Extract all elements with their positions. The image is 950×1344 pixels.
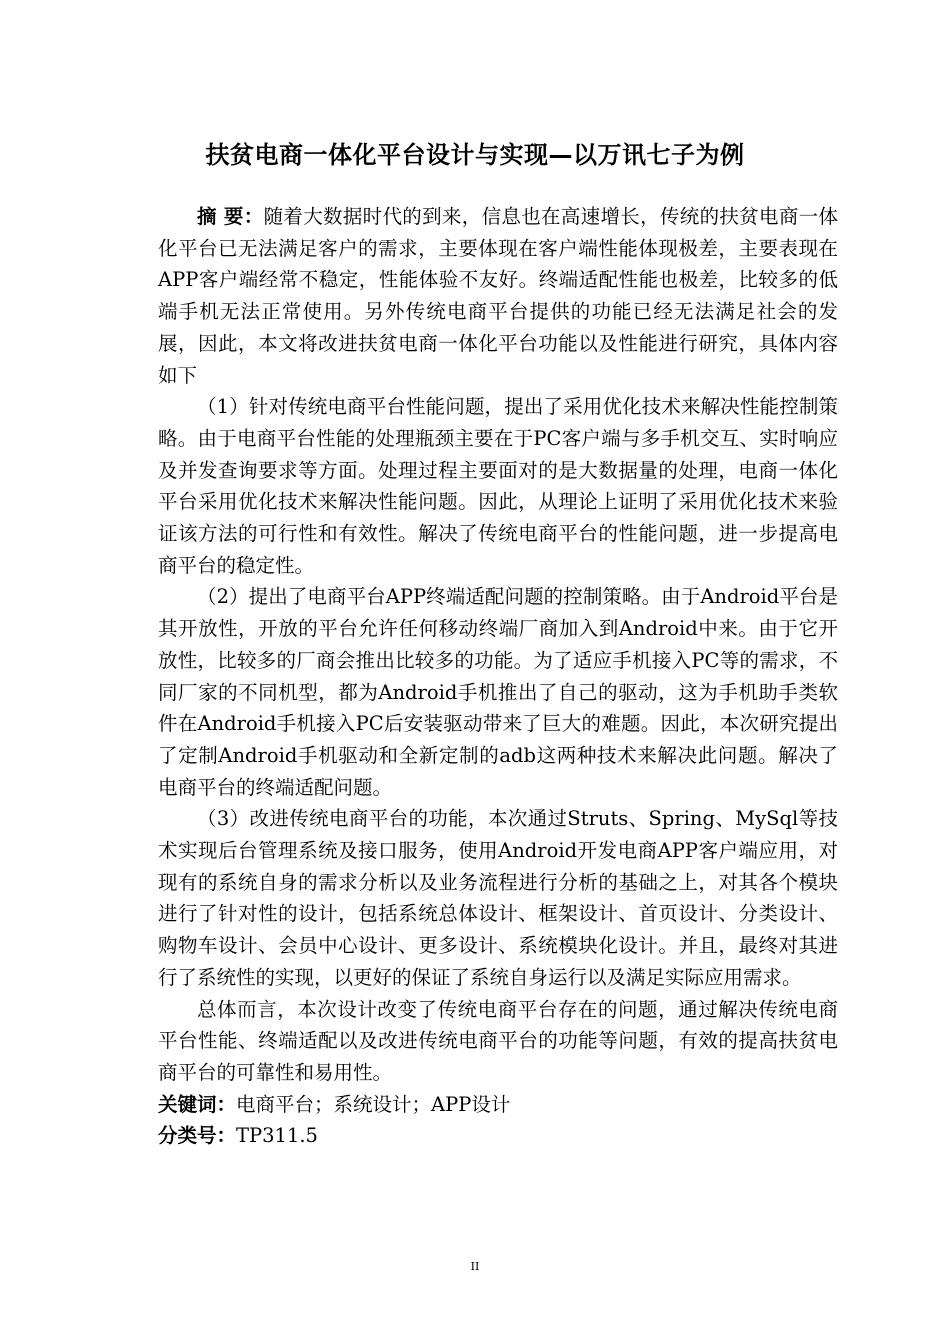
classification-value: TP311.5 <box>236 1124 318 1148</box>
abstract-label: 摘 要： <box>197 205 264 228</box>
abstract-paragraph-3: （2）提出了电商平台APP终端适配问题的控制策略。由于Android平台是其开放性，开放的平台允许任何移动终端厂商加入到Android中来。由于它开放性，比较多的厂商会推出比较多的功能。为了适应手机接入PC等的需求，不同厂家的不同机型，都为Android手机推出了自己的驱动，这为手机助手类软件在Android手机接入PC后安装驱动带来了巨大的难题。因此，本次研究提出了定制Android手机驱动和全新定制的adb这两种技术来解决此问题。解决了电商平台的终端适配问题。 <box>158 585 838 799</box>
paper-title: 扶贫电商一体化平台设计与实现—以万讯七子为例 <box>205 141 745 169</box>
page-number: II <box>470 1260 480 1273</box>
classification-line <box>158 1120 838 1152</box>
keywords-line <box>158 1089 838 1121</box>
keywords-label: 关键词： <box>158 1092 237 1116</box>
abstract-paragraph-1 <box>158 201 838 391</box>
abstract-section <box>158 201 838 1152</box>
classification-label: 分类号： <box>158 1124 237 1148</box>
abstract-paragraph-1-text: 随着大数据时代的到来，信息也在高速增长，传统的扶贫电商一体化平台已无法满足客户的需求，主要体现在客户端性能体现极差，主要表现在APP客户端经常不稳定，性能体验不友好。终端适配性能也极差，比较多的低端手机无法正常使用。另外传统电商平台提供的功能已经无法满足社会的发展，因此，本文将改进扶贫电商一体化平台功能以及性能进行研究，具体内容如下 <box>158 205 838 387</box>
abstract-paragraph-2: （1）针对传统电商平台性能问题，提出了采用优化技术来解决性能控制策略。由于电商平台性能的处理瓶颈主要在于PC客户端与多手机交互、实时响应及并发查询要求等方面。处理过程主要面对的是大数据量的处理，电商一体化平台采用优化技术来解决性能问题。因此，从理论上证明了采用优化技术来验证该方法的可行性和有效性。解决了传统电商平台的性能问题，进一步提高电商平台的稳定性。 <box>158 395 838 577</box>
abstract-paragraph-4: （3）改进传统电商平台的功能，本次通过Struts、Spring、MySql等技术实现后台管理系统及接口服务，使用Android开发电商APP客户端应用，对现有的系统自身的需求分析以及业务流程进行分析的基础之上，对其各个模块进行了针对性的设计，包括系统总体设计、框架设计、首页设计、分类设计、购物车设计、会员中心设计、更多设计、系统模块化设计。并且，最终对其进行了系统性的实现，以更好的保证了系统自身运行以及满足实际应用需求。 <box>158 807 838 989</box>
abstract-paragraph-5: 总体而言，本次设计改变了传统电商平台存在的问题，通过解决传统电商平台性能、终端适配以及改进传统电商平台的功能等问题，有效的提高扶贫电商平台的可靠性和易用性。 <box>158 997 838 1084</box>
keywords-value: 电商平台；系统设计；APP设计 <box>236 1092 511 1116</box>
